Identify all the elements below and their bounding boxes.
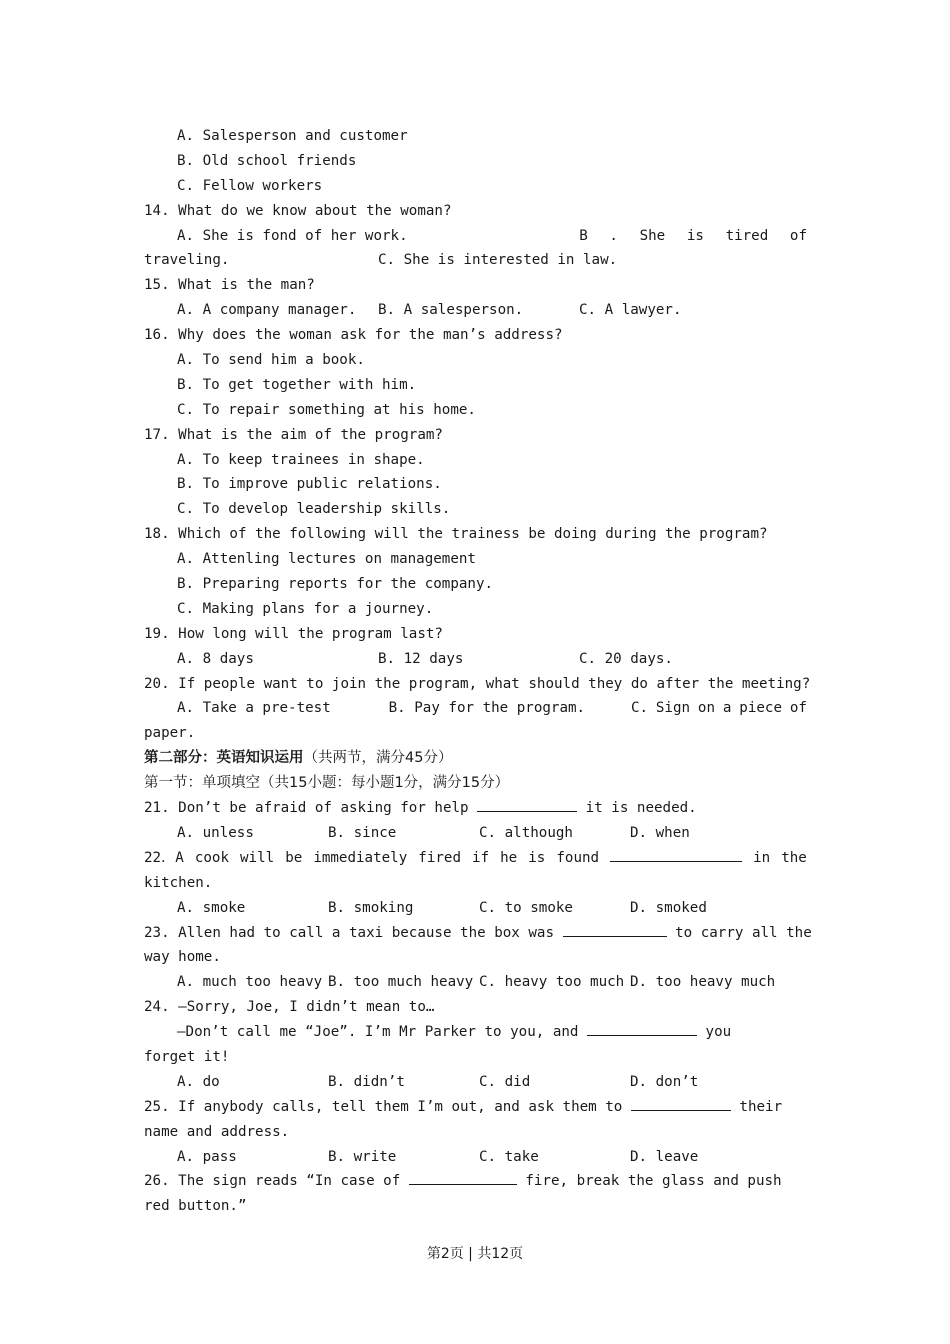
question-26-cont: red button.” [144,1198,247,1215]
question-22-cont: kitchen. [144,874,213,891]
q18-option-c: C. Making plans for a journey. [177,600,434,617]
question-26: 26. The sign reads “In case of fire, break the glass and push [144,1169,807,1194]
question-17: 17. What is the aim of the program? [144,426,443,443]
q23-options: A. much too heavy B. too much heavy C. heavy too much D. too heavy much [177,974,776,991]
question-25-cont: name and address. [144,1123,290,1140]
question-18: 18. Which of the following will the trainess be doing during the program? [144,526,768,543]
question-16: 16. Why does the woman ask for the man’s address? [144,327,563,344]
answer-blank [477,796,577,812]
q25-options: A. pass B. write C. take D. leave [177,1148,699,1165]
q15-options: A. A company manager. B. A salesperson. C. A lawyer. [177,302,682,319]
answer-blank [563,921,667,937]
question-15: 15. What is the man? [144,277,315,294]
question-24-reply: —Don’t call me “Joe”. I’m Mr Parker to you, and you [144,1020,807,1045]
q18-option-a: A. Attenling lectures on management [177,551,476,568]
question-23-cont: way home. [144,949,221,966]
answer-blank [610,846,742,862]
q20-options-cont: paper. [144,725,196,742]
q18-option-b: B. Preparing reports for the company. [177,576,494,593]
q16-option-a: A. To send him a book. [177,352,365,369]
q13-option-a: A. Salesperson and customer [177,128,408,144]
q14-options-cont: traveling. C. She is interested in law. [144,248,807,273]
question-20: 20. If people want to join the program, what should they do after the meeting? [144,675,811,692]
page-footer: 第2页 | 共12页 [426,1246,524,1262]
q24-options: A. do B. didn’t C. did D. don’t [177,1073,699,1090]
q14-option-c: C. She is interested in law. [378,252,618,269]
q14-options-line: A. She is fond of her work. B . She is tired of [144,224,807,249]
exam-page [144,124,812,1219]
section-one-heading: 第一节：单项填空（共15小题：每小题1分，满分15分） [144,775,510,792]
q17-option-b: B. To improve public relations. [177,476,442,493]
question-23: 23. Allen had to call a taxi because the box was to carry all the [144,921,807,946]
q16-option-b: B. To get together with him. [177,376,417,393]
question-24-cont: forget it! [144,1048,230,1065]
q13-option-b: B. Old school friends [177,152,357,169]
q13-option-c: C. Fellow workers [177,177,323,194]
question-21: 21. Don’t be afraid of asking for help it is needed. [144,796,807,821]
q22-options: A. smoke B. smoking C. to smoke D. smoked [177,899,707,916]
q17-option-a: A. To keep trainees in shape. [177,451,425,468]
question-19: 19. How long will the program last? [144,625,443,642]
q17-option-c: C. To develop leadership skills. [177,501,451,518]
q19-options: A. 8 days B. 12 days C. 20 days. [177,650,673,667]
answer-blank [631,1095,731,1111]
q20-options: A. Take a pre-test B. Pay for the program. C. Sign on a piece of [177,700,807,717]
answer-blank [409,1169,517,1185]
q21-options: A. unless B. since C. although D. when [177,824,690,841]
question-14: 14. What do we know about the woman? [144,202,452,219]
q16-option-c: C. To repair something at his home. [177,401,476,418]
answer-blank [587,1020,697,1036]
question-24: 24. —Sorry, Joe, I didn’t mean to… [144,999,435,1016]
question-25: 25. If anybody calls, tell them I’m out, and ask them to their [144,1095,807,1120]
part-two-heading: 第二部分：英语知识运用（共两节，满分45分） [144,750,453,767]
q14-option-a: A. She is fond of her work. [177,227,408,244]
question-22: 22．A cook will be immediately fired if he is found in the [144,846,807,871]
